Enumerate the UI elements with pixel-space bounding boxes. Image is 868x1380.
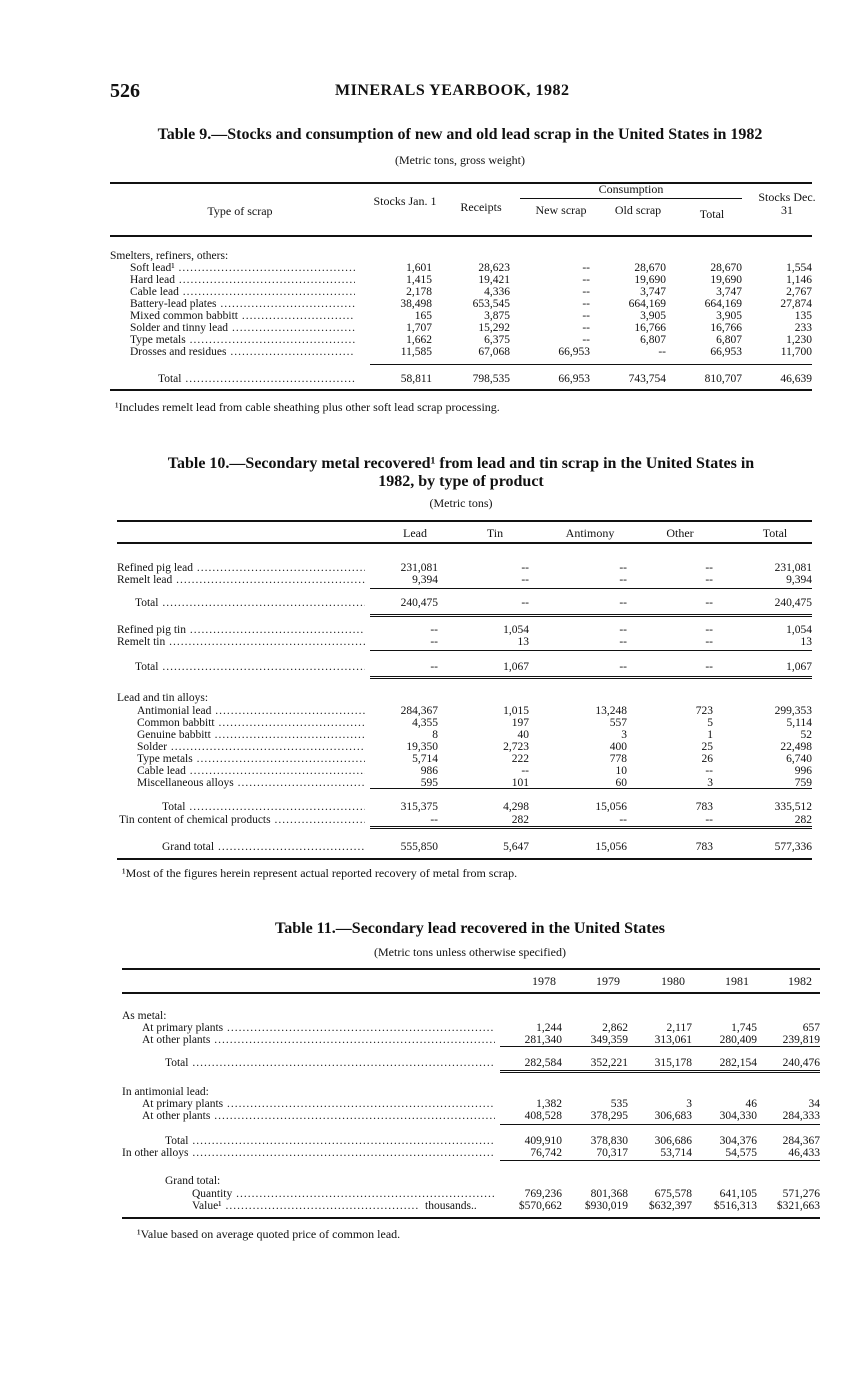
table-cell: 281,340 [524,1034,562,1046]
row-label: Remelt lead ..... [117,574,365,586]
table-cell: -- [521,597,529,609]
table-cell: 10 [615,765,627,777]
table-cell: $321,663 [776,1200,820,1212]
table-cell: -- [705,661,713,673]
table-cell: 1,601 [406,262,432,274]
table-cell: 675,578 [654,1188,692,1200]
row-label: At primary plants ..... [142,1098,495,1110]
row-label: Lead and tin alloys: [117,692,209,704]
page-number: 526 [110,80,140,102]
row-label: Total ..... [135,661,365,673]
table-cell: 664,169 [628,298,666,310]
table-cell: 70,317 [596,1147,628,1159]
table-cell: 25 [701,741,713,753]
table-rule [117,542,812,544]
table-cell: -- [619,661,627,673]
table-cell: 38,498 [400,298,432,310]
table-cell: 233 [794,322,812,334]
table-cell: -- [430,661,438,673]
table-11-footnote: ¹Value based on average quoted price of common lead. [137,1227,401,1241]
column-header: Total [762,526,788,540]
table-cell: 783 [695,801,713,813]
table-cell: -- [582,322,590,334]
header-stocks-jan: Stocks Jan. 1 [373,194,437,208]
row-label: At other plants ..... [142,1034,495,1046]
row-label: Genuine babbitt ..... [137,729,365,741]
table-cell: 27,874 [780,298,812,310]
column-header: Other [666,526,694,540]
table-cell: 34 [808,1098,820,1110]
row-label: Remelt tin ..... [117,636,365,648]
row-label: Battery-lead plates ..... [130,298,355,310]
table-rule [500,1046,820,1047]
table-cell: -- [430,814,438,826]
header-old-scrap: Old scrap [614,203,662,217]
row-label: Quantity ..... [192,1188,495,1200]
table-cell: 6,807 [716,334,742,346]
table-cell: -- [658,346,666,358]
table-cell: 19,690 [634,274,666,286]
header-stocks-dec: Stocks Dec. 31 [758,190,816,217]
table-cell: -- [619,597,627,609]
table-cell: 2,767 [786,286,812,298]
row-label: Grand total ..... [162,841,365,853]
table-cell: 54,575 [725,1147,757,1159]
column-header: 1980 [661,974,685,988]
table-cell: 13 [517,636,529,648]
table-cell: 1,054 [786,624,812,636]
table-cell: 6,807 [640,334,666,346]
table-cell: 557 [609,717,627,729]
table-11-title: Table 11.—Secondary lead recovered in the United States [275,920,665,937]
table-cell: 759 [794,777,812,789]
column-header: 1982 [788,974,812,988]
table-cell: $516,313 [713,1200,757,1212]
table-cell: 284,367 [400,705,438,717]
table-cell: -- [619,574,627,586]
table-10-subtitle: (Metric tons) [429,496,493,510]
table-cell: 67,068 [478,346,510,358]
table-cell: 13 [800,636,812,648]
table-cell: 284,333 [782,1110,820,1122]
table-cell: 4,336 [484,286,510,298]
table-cell: -- [705,814,713,826]
table-cell: 282 [794,814,812,826]
table-rule [370,826,812,829]
table-cell: 3 [621,729,627,741]
table-cell: 135 [794,310,812,322]
table-cell: 653,545 [472,298,510,310]
table-rule [117,520,812,522]
table-cell: 798,535 [472,373,510,385]
table-cell: 66,953 [558,373,590,385]
table-cell: $570,662 [518,1200,562,1212]
table-cell: 19,690 [710,274,742,286]
table-cell: 231,081 [774,562,812,574]
table-cell: 5,114 [786,717,812,729]
column-header: Tin [486,526,504,540]
table-cell: 1,415 [406,274,432,286]
table-cell: 783 [695,841,713,853]
row-label: As metal: [122,1010,167,1022]
page-header [110,80,810,106]
header-total: Total [699,207,725,221]
table-cell: $930,019 [584,1200,628,1212]
table-cell: 15,056 [595,801,627,813]
table-9-title: Table 9.—Stocks and consumption of new and old lead scrap in the United States in 1982 [157,126,763,143]
table-cell: 28,670 [634,262,666,274]
running-head: MINERALS YEARBOOK, 1982 [335,82,570,99]
row-label: Total ..... [162,801,365,813]
table-cell: 9,394 [412,574,438,586]
table-cell: -- [582,274,590,286]
table-cell: 66,953 [710,346,742,358]
table-cell: -- [705,636,713,648]
table-cell: 9,394 [786,574,812,586]
table-cell: 239,819 [782,1034,820,1046]
table-cell: 1,067 [786,661,812,673]
table-cell: 299,353 [774,705,812,717]
table-cell: -- [582,262,590,274]
table-rule [110,235,812,237]
table-cell: -- [430,636,438,648]
row-label: Soft lead¹ ..... [130,262,355,274]
row-label: At primary plants ..... [142,1022,495,1034]
unit-suffix: thousands.. [425,1200,477,1212]
table-cell: 53,714 [660,1147,692,1159]
table-cell: 240,475 [400,597,438,609]
row-label: Refined pig tin ..... [117,624,365,636]
table-cell: 15,056 [595,841,627,853]
table-cell: 577,336 [774,841,812,853]
table-cell: 222 [511,753,529,765]
table-cell: 335,512 [774,801,812,813]
table-cell: 13,248 [595,705,627,717]
table-cell: 5,647 [503,841,529,853]
table-cell: 810,707 [704,373,742,385]
table-cell: 2,178 [406,286,432,298]
row-label: Total ..... [135,597,365,609]
table-cell: 6,375 [484,334,510,346]
table-cell: 1,382 [536,1098,562,1110]
row-label: Cable lead ..... [130,286,355,298]
table-cell: 1,067 [503,661,529,673]
table-cell: 1,244 [536,1022,562,1034]
table-cell: 657 [802,1022,820,1034]
row-label: Value¹ ..... [192,1200,420,1212]
table-cell: 3,905 [640,310,666,322]
table-cell: -- [430,624,438,636]
table-cell: 408,528 [524,1110,562,1122]
table-cell: 400 [609,741,627,753]
table-cell: 315,178 [654,1057,692,1069]
table-cell: 1,707 [406,322,432,334]
row-label: Solder ..... [137,741,365,753]
table-cell: 4,355 [412,717,438,729]
table-cell: 1,054 [503,624,529,636]
row-label: Mixed common babbitt ..... [130,310,355,322]
table-rule [122,992,820,994]
row-label: Tin content of chemical products ..... [119,814,365,826]
row-label: In other alloys ..... [122,1147,495,1159]
header-new-scrap: New scrap [535,203,587,217]
table-cell: 3,747 [716,286,742,298]
table-cell: 46 [745,1098,757,1110]
table-cell: 2,723 [503,741,529,753]
table-cell: 15,292 [478,322,510,334]
table-cell: 986 [420,765,438,777]
table-rule [110,389,812,391]
table-11-subtitle: (Metric tons unless otherwise specified) [374,945,566,959]
table-cell: 19,421 [478,274,510,286]
table-rule [370,614,812,617]
table-cell: -- [521,765,529,777]
table-cell: -- [521,562,529,574]
table-cell: 165 [414,310,432,322]
table-cell: 1,662 [406,334,432,346]
row-label: Antimonial lead ..... [137,705,365,717]
table-cell: 306,686 [654,1135,692,1147]
table-cell: 801,368 [590,1188,628,1200]
table-rule [370,676,812,679]
row-label: Cable lead ..... [137,765,365,777]
table-cell: 996 [794,765,812,777]
table-cell: 315,375 [400,801,438,813]
table-10-title-line2: 1982, by type of product [378,473,544,490]
table-10-footnote: ¹Most of the figures herein represent actual reported recovery of metal from scrap. [122,866,518,880]
table-cell: 1,554 [786,262,812,274]
row-label: Type metals ..... [137,753,365,765]
table-cell: 769,236 [524,1188,562,1200]
table-cell: 282,584 [524,1057,562,1069]
table-cell: 46,639 [780,373,812,385]
row-label: Refined pig lead ..... [117,562,365,574]
table-rule [500,1124,820,1125]
table-cell: 1,745 [731,1022,757,1034]
table-cell: 231,081 [400,562,438,574]
table-cell: 11,700 [780,346,812,358]
row-label: Solder and tinny lead ..... [130,322,355,334]
table-cell: 778 [609,753,627,765]
table-cell: 3,905 [716,310,742,322]
row-label: Common babbitt ..... [137,717,365,729]
table-9-subtitle: (Metric tons, gross weight) [395,153,525,167]
table-cell: -- [619,814,627,826]
table-cell: 2,117 [666,1022,692,1034]
row-label: Total ..... [158,373,355,385]
table-cell: -- [619,624,627,636]
table-cell: 306,683 [654,1110,692,1122]
table-cell: 28,670 [710,262,742,274]
table-cell: 2,862 [602,1022,628,1034]
header-type-of-scrap: Type of scrap [207,204,273,218]
table-cell: 46,433 [788,1147,820,1159]
table-cell: 535 [610,1098,628,1110]
table-cell: -- [582,310,590,322]
table-cell: 6,740 [786,753,812,765]
table-cell: 240,475 [774,597,812,609]
table-cell: 664,169 [704,298,742,310]
table-cell: -- [619,636,627,648]
row-label: Drosses and residues ..... [130,346,355,358]
table-cell: 282 [511,814,529,826]
table-cell: 26 [701,753,713,765]
column-header: 1979 [596,974,620,988]
table-cell: 723 [695,705,713,717]
table-cell: 28,623 [478,262,510,274]
table-cell: 60 [615,777,627,789]
row-label: Total ..... [165,1057,495,1069]
table-cell: 3 [707,777,713,789]
table-cell: -- [582,286,590,298]
table-cell: 19,350 [406,741,438,753]
table-cell: 378,295 [590,1110,628,1122]
table-cell: 3 [686,1098,692,1110]
table-cell: -- [705,624,713,636]
row-label: Total ..... [165,1135,495,1147]
table-cell: 352,221 [590,1057,628,1069]
table-10-title-line1: Table 10.—Secondary metal recovered¹ from lead and tin scrap in the United States in [167,455,755,472]
table-cell: -- [582,298,590,310]
table-rule [117,858,812,860]
table-cell: -- [521,574,529,586]
row-label: Miscellaneous alloys ..... [137,777,365,789]
table-cell: 16,766 [710,322,742,334]
table-cell: 641,105 [719,1188,757,1200]
table-cell: 1,230 [786,334,812,346]
table-cell: 409,910 [524,1135,562,1147]
table-rule [370,588,812,589]
table-cell: 5 [707,717,713,729]
header-rule [520,198,742,199]
table-cell: 5,714 [412,753,438,765]
table-cell: 16,766 [634,322,666,334]
table-cell: 3,875 [484,310,510,322]
table-cell: 304,330 [719,1110,757,1122]
table-cell: -- [582,334,590,346]
table-cell: 595 [420,777,438,789]
row-label: Type metals ..... [130,334,355,346]
row-label: In antimonial lead: [122,1086,209,1098]
table-cell: 240,476 [782,1057,820,1069]
table-cell: 197 [511,717,529,729]
table-cell: 11,585 [400,346,432,358]
table-cell: 52 [800,729,812,741]
table-cell: 304,376 [719,1135,757,1147]
table-cell: 4,298 [503,801,529,813]
row-label: Grand total: [165,1175,221,1187]
table-rule [122,1217,820,1219]
table-cell: 76,742 [530,1147,562,1159]
table-rule [500,1160,820,1161]
table-cell: 22,498 [780,741,812,753]
table-cell: 313,061 [654,1034,692,1046]
table-cell: 66,953 [558,346,590,358]
table-cell: 378,830 [590,1135,628,1147]
table-cell: -- [705,765,713,777]
table-rule [500,1070,820,1073]
table-cell: 1,015 [503,705,529,717]
header-receipts: Receipts [460,200,502,214]
table-cell: 1,146 [786,274,812,286]
table-cell: -- [619,562,627,574]
table-cell: 8 [432,729,438,741]
table-cell: 284,367 [782,1135,820,1147]
table-cell: 40 [517,729,529,741]
column-header: Antimony [565,526,615,540]
column-header: Lead [403,526,427,540]
table-cell: 571,276 [782,1188,820,1200]
table-cell: 101 [511,777,529,789]
table-cell: $632,397 [648,1200,692,1212]
table-9-footnote: ¹Includes remelt lead from cable sheathing plus other soft lead scrap processing. [115,400,500,414]
table-rule [122,968,820,970]
row-label: At other plants ..... [142,1110,495,1122]
table-cell: 282,154 [719,1057,757,1069]
table-cell: 280,409 [719,1034,757,1046]
table-cell: -- [705,574,713,586]
table-cell: -- [705,562,713,574]
table-cell: -- [705,597,713,609]
table-cell: 58,811 [400,373,432,385]
column-header: 1981 [725,974,749,988]
table-cell: 349,359 [590,1034,628,1046]
table-cell: 555,850 [400,841,438,853]
table-rule [370,650,812,651]
table-cell: 743,754 [628,373,666,385]
table-rule [370,364,812,365]
table-rule [370,788,812,789]
table-cell: 1 [707,729,713,741]
header-consumption: Consumption [598,182,664,196]
table-cell: 3,747 [640,286,666,298]
row-label: Hard lead ..... [130,274,355,286]
column-header: 1978 [532,974,556,988]
